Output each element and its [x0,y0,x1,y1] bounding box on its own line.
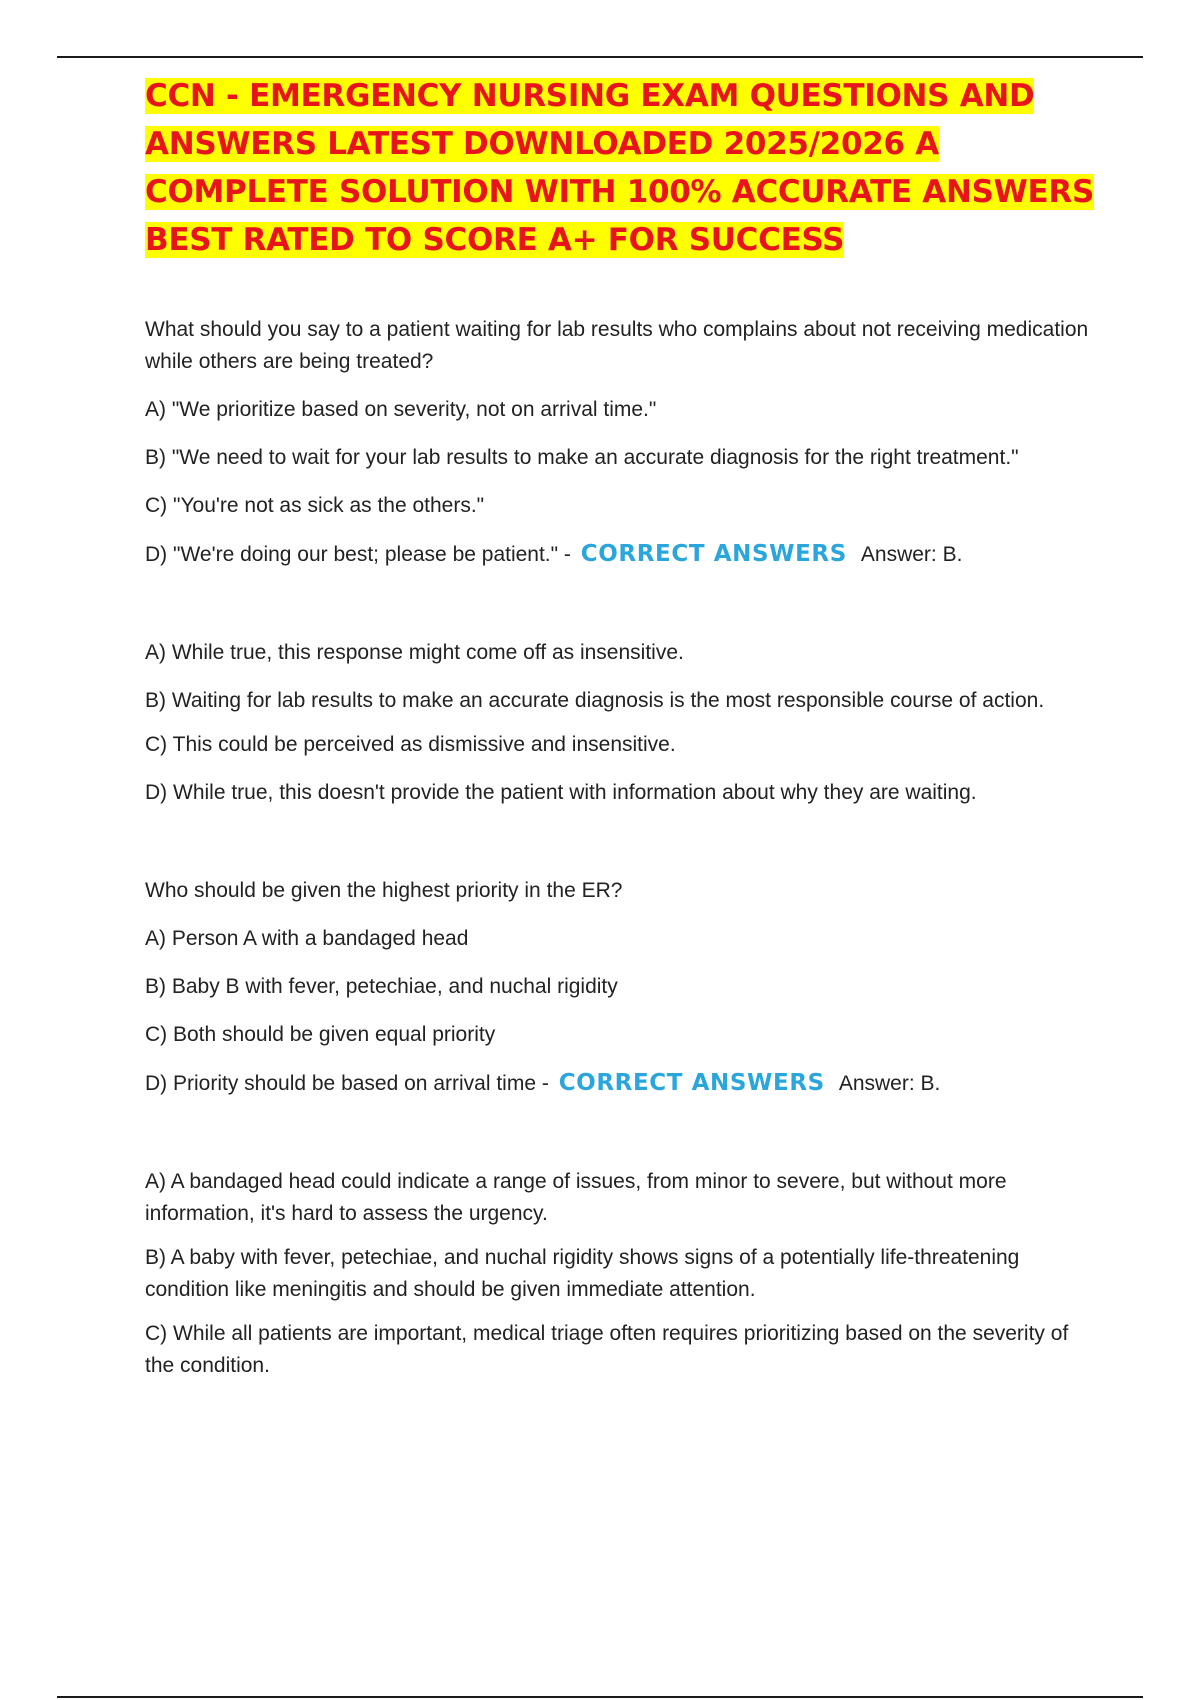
title-highlight: CCN - EMERGENCY NURSING EXAM QUESTIONS AND ANSWERS LATEST DOWNLOADED 2025/2026 A COMPLETE SOLUTION WITH 100% ACCURATE ANSWERS BEST RATED TO SCORE A+ FOR SUCCESS [145,78,1095,258]
rationale-a: A) While true, this response might come off as insensitive. [145,641,684,664]
correct-answers-label: CORRECT ANSWERS [558,1070,825,1096]
spacer [145,825,1095,875]
question-2 [145,875,1095,1382]
rationale-c: C) While all patients are important, medical triage often requires prioritizing based on the severity of the condition. [145,1322,1069,1377]
document-title [145,72,1095,264]
option-d: D) Priority should be based on arrival time - [145,1072,549,1095]
option-c: C) "You're not as sick as the others." [145,494,485,517]
question-1 [145,314,1095,809]
spacer [145,1116,1095,1166]
option-b: B) Baby B with fever, petechiae, and nuchal rigidity [145,975,618,998]
option-a: A) "We prioritize based on severity, not on arrival time." [145,398,657,421]
rationale-c: C) This could be perceived as dismissive and insensitive. [145,733,676,756]
rationale-b: B) A baby with fever, petechiae, and nuchal rigidity shows signs of a potentially life-threatening condition like meningitis and should be given immediate attention. [145,1246,1020,1301]
spacer [145,587,1095,637]
option-d-with-answer [145,1067,1095,1100]
correct-answers-label: CORRECT ANSWERS [580,541,847,567]
document-body [145,72,1095,1394]
question-text: What should you say to a patient waiting for lab results who complains about not receiving medication while others are being treated? [145,318,1089,373]
rationale-d: D) While true, this doesn't provide the patient with information about why they are waiting. [145,781,977,804]
option-a: A) Person A with a bandaged head [145,927,469,950]
answer-text: Answer: B. [838,1072,941,1095]
top-rule [57,56,1143,58]
rationale-b: B) Waiting for lab results to make an accurate diagnosis is the most responsible course of action. [145,689,1045,712]
rationale-a: A) A bandaged head could indicate a range of issues, from minor to severe, but without more information, it's hard to assess the urgency. [145,1170,1007,1225]
option-b: B) "We need to wait for your lab results to make an accurate diagnosis for the right treatment." [145,446,1019,469]
option-c: C) Both should be given equal priority [145,1023,496,1046]
question-text: Who should be given the highest priority in the ER? [145,879,623,902]
bottom-rule [57,1696,1143,1698]
answer-text: Answer: B. [860,543,963,566]
option-d-with-answer [145,538,1095,571]
option-d: D) "We're doing our best; please be patient." - [145,543,571,566]
